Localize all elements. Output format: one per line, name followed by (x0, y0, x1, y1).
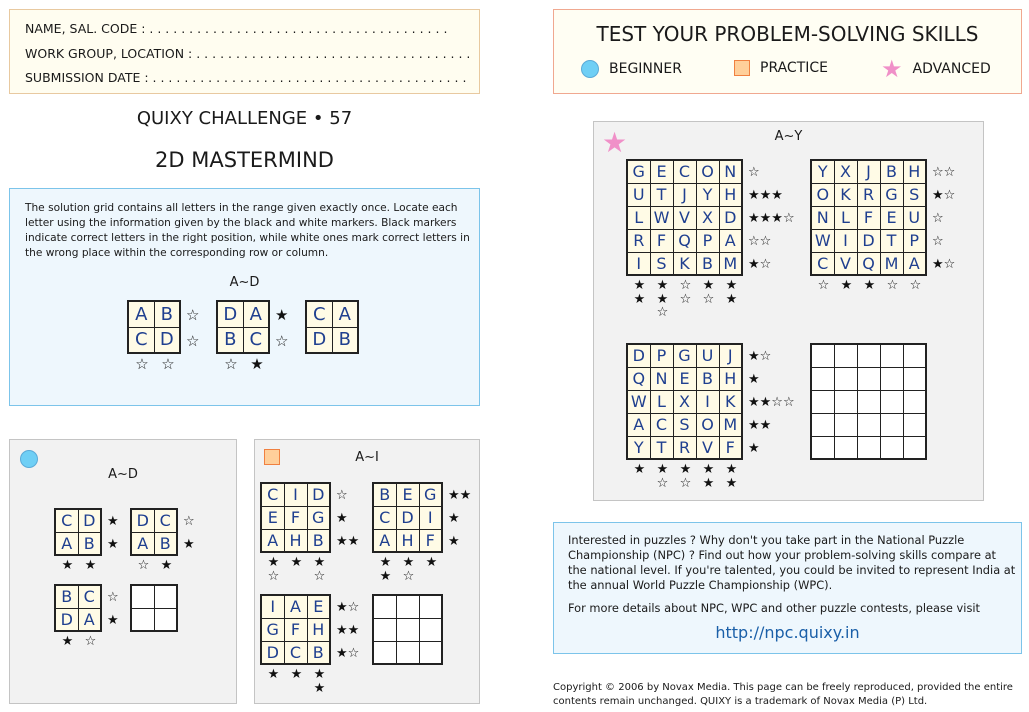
grid-cell[interactable] (373, 595, 396, 618)
row-markers: ☆ (748, 164, 760, 180)
grid-cell: I (261, 595, 284, 618)
column-markers: ★★ (633, 278, 646, 307)
grid-cell[interactable] (834, 367, 857, 390)
grid-cell[interactable] (834, 436, 857, 459)
example-clue-grid (127, 300, 200, 373)
column-markers: ★ (863, 278, 876, 293)
row-markers: ★★☆☆ (748, 394, 795, 410)
grid-cell[interactable] (373, 641, 396, 664)
column-markers: ☆ (161, 355, 175, 373)
grid-cell: B (307, 641, 330, 664)
grid-cell: I (284, 483, 307, 506)
practice-clue-grid (260, 482, 360, 584)
grid-cell[interactable] (857, 436, 880, 459)
row-markers: ★ (336, 510, 348, 526)
column-markers: ☆ (137, 558, 150, 573)
column-markers: ★☆ (702, 278, 715, 307)
grid-cell: C (243, 327, 269, 353)
grid-cell: D (55, 608, 78, 631)
grid-cell: D (627, 344, 650, 367)
grid-cell[interactable] (903, 344, 926, 367)
grid-cell: V (673, 206, 696, 229)
beginner-panel (9, 439, 237, 704)
row-markers: ☆ (932, 210, 944, 226)
row-markers: ☆ (186, 332, 200, 350)
grid-cell: B (373, 483, 396, 506)
grid-cell: A (128, 301, 154, 327)
column-markers: ★★ (313, 667, 326, 696)
instructions-box (9, 188, 480, 406)
grid-cell[interactable] (419, 618, 442, 641)
beginner-circle-icon (581, 60, 599, 78)
grid-cell: E (396, 483, 419, 506)
practice-square-icon (734, 60, 750, 76)
practice-range: A~I (355, 450, 379, 465)
grid-cell: Q (627, 367, 650, 390)
grid-cell: A (332, 301, 358, 327)
example-range: A~D (229, 275, 260, 290)
grid-cell: M (880, 252, 903, 275)
grid-cell[interactable] (880, 436, 903, 459)
grid-cell[interactable] (880, 413, 903, 436)
grid-cell: D (131, 509, 154, 532)
grid-cell: G (627, 160, 650, 183)
grid-cell: U (903, 206, 926, 229)
advanced-clue-grid (626, 159, 795, 321)
grid-cell: U (696, 344, 719, 367)
grid-cell: V (696, 436, 719, 459)
grid-cell: B (154, 301, 180, 327)
column-markers: ★ (61, 634, 74, 649)
row-markers: ★★ (448, 487, 472, 503)
advanced-clue-grid (626, 343, 795, 491)
grid-cell: F (284, 618, 307, 641)
grid-cell: A (243, 301, 269, 327)
grid-cell: A (78, 608, 101, 631)
grid-cell: C (811, 252, 834, 275)
column-markers: ☆ (817, 278, 830, 293)
grid-cell[interactable] (811, 367, 834, 390)
grid-cell: N (719, 160, 742, 183)
grid-cell: W (650, 206, 673, 229)
copyright: Copyright © 2006 by Novax Media. This page can be freely reproduced, provided the entire contents remain unchanged. QUIXY is a trademark of Novax Media (P) Ltd. (553, 682, 1013, 707)
grid-cell[interactable] (396, 641, 419, 664)
beginner-range: A~D (108, 467, 138, 482)
grid-cell: E (261, 506, 284, 529)
grid-cell: D (217, 301, 243, 327)
grid-cell: I (627, 252, 650, 275)
column-markers: ★ (840, 278, 853, 293)
column-markers: ★ (160, 558, 173, 573)
row-markers: ★ (748, 440, 760, 456)
grid-cell[interactable] (131, 608, 154, 631)
row-markers: ★ (448, 510, 460, 526)
grid-cell: W (811, 229, 834, 252)
grid-cell[interactable] (834, 344, 857, 367)
grid-cell: A (55, 532, 78, 555)
grid-cell: C (306, 301, 332, 327)
grid-cell: M (719, 252, 742, 275)
grid-cell: Y (811, 160, 834, 183)
advanced-star-icon: ★ (602, 126, 628, 159)
grid-cell: P (650, 344, 673, 367)
row-markers: ★ (275, 306, 289, 324)
grid-cell: I (834, 229, 857, 252)
grid-cell: E (673, 367, 696, 390)
grid-cell: Q (857, 252, 880, 275)
grid-cell[interactable] (903, 436, 926, 459)
grid-cell: A (261, 529, 284, 552)
column-markers: ★☆ (679, 462, 692, 491)
grid-cell: O (811, 183, 834, 206)
grid-cell: J (857, 160, 880, 183)
row-markers: ★★★☆ (748, 210, 795, 226)
grid-cell: A (284, 595, 307, 618)
grid-cell: C (650, 413, 673, 436)
grid-cell: V (834, 252, 857, 275)
column-markers: ★☆ (656, 462, 669, 491)
example-clue-grid (305, 300, 359, 354)
beginner-answer-grid[interactable] (130, 584, 178, 632)
row-markers: ☆ (275, 332, 289, 350)
row-markers: ★ (107, 612, 119, 628)
grid-cell[interactable] (373, 618, 396, 641)
grid-cell: M (719, 413, 742, 436)
legend-label: PRACTICE (760, 60, 829, 76)
grid-cell: A (373, 529, 396, 552)
grid-cell[interactable] (154, 608, 177, 631)
grid-cell: I (696, 390, 719, 413)
grid-cell[interactable] (419, 641, 442, 664)
row-markers: ★★★ (748, 187, 783, 203)
grid-cell: Y (627, 436, 650, 459)
challenge-number: QUIXY CHALLENGE • 57 (136, 108, 353, 129)
grid-cell: C (284, 641, 307, 664)
column-markers: ★☆ (402, 555, 415, 584)
column-markers: ★☆ (313, 555, 326, 584)
row-markers: ★☆ (932, 187, 956, 203)
grid-cell[interactable] (811, 436, 834, 459)
grid-cell[interactable] (903, 367, 926, 390)
grid-cell: E (650, 160, 673, 183)
column-markers: ☆☆ (679, 278, 692, 307)
grid-cell: P (696, 229, 719, 252)
grid-cell: D (396, 506, 419, 529)
grid-cell: R (627, 229, 650, 252)
practice-clue-grid (260, 594, 360, 696)
grid-cell: X (834, 160, 857, 183)
grid-cell: H (396, 529, 419, 552)
grid-cell[interactable] (857, 367, 880, 390)
legend-advanced (881, 55, 991, 83)
grid-cell: G (880, 183, 903, 206)
grid-cell: T (650, 183, 673, 206)
grid-cell: C (78, 585, 101, 608)
column-markers: ☆ (224, 355, 238, 373)
grid-cell[interactable] (880, 390, 903, 413)
grid-cell: S (903, 183, 926, 206)
grid-cell: H (719, 183, 742, 206)
column-markers: ★ (425, 555, 438, 570)
grid-cell: C (261, 483, 284, 506)
grid-cell: N (811, 206, 834, 229)
grid-cell: A (903, 252, 926, 275)
grid-cell: B (217, 327, 243, 353)
grid-cell: C (373, 506, 396, 529)
grid-cell: X (673, 390, 696, 413)
advanced-clue-grid (810, 159, 956, 293)
practice-clue-grid (372, 482, 472, 584)
grid-cell: E (307, 595, 330, 618)
grid-cell: A (131, 532, 154, 555)
grid-cell: F (419, 529, 442, 552)
row-markers: ★☆ (748, 348, 772, 364)
grid-cell[interactable] (880, 367, 903, 390)
grid-cell[interactable] (857, 344, 880, 367)
npc-info-text: Interested in puzzles ? Why don't you take part in the National Puzzle Championship (NPC) ? Find out how your problem-solving skills compare at the national level. If you're talented, you could be invited to represent India at the annual World Puzzle Championship (WPC). (568, 533, 1016, 592)
grid-cell: C (128, 327, 154, 353)
row-markers: ★☆ (748, 256, 772, 272)
submission-date-field[interactable]: SUBMISSION DATE : . . . . . . . . . . . . . . . . . . . . . . . . . . . . . . . . . . . . . . . . (25, 70, 467, 85)
row-markers: ★☆ (932, 256, 956, 272)
column-markers: ★★ (725, 462, 738, 491)
grid-cell: C (673, 160, 696, 183)
row-markers: ☆ (183, 513, 195, 529)
beginner-clue-grid (54, 584, 119, 649)
grid-cell[interactable] (419, 595, 442, 618)
row-markers: ☆ (186, 306, 200, 324)
grid-cell[interactable] (811, 390, 834, 413)
grid-cell[interactable] (811, 413, 834, 436)
grid-cell: G (307, 506, 330, 529)
grid-cell[interactable] (396, 595, 419, 618)
column-markers: ★ (250, 355, 264, 373)
work-group-field[interactable]: WORK GROUP, LOCATION : . . . . . . . . . . . . . . . . . . . . . . . . . . . . . . . . . . . (25, 45, 471, 61)
grid-cell: J (719, 344, 742, 367)
grid-cell[interactable] (154, 585, 177, 608)
grid-cell[interactable] (131, 585, 154, 608)
example-clue-grid (216, 300, 289, 373)
skills-header (553, 9, 1022, 94)
practice-answer-grid[interactable] (372, 594, 443, 665)
column-markers: ★☆ (267, 555, 280, 584)
advanced-range: A~Y (774, 129, 803, 144)
grid-cell: B (55, 585, 78, 608)
grid-cell: H (719, 367, 742, 390)
column-markers: ☆ (886, 278, 899, 293)
npc-info-box (553, 522, 1022, 654)
grid-cell: F (650, 229, 673, 252)
grid-cell: D (857, 229, 880, 252)
beginner-circle-icon (20, 450, 38, 468)
column-markers: ☆ (909, 278, 922, 293)
grid-cell: S (650, 252, 673, 275)
row-markers: ★☆ (336, 599, 360, 615)
grid-cell: G (261, 618, 284, 641)
legend-practice (734, 60, 828, 76)
beginner-clue-grid (54, 508, 119, 573)
grid-cell: T (880, 229, 903, 252)
grid-cell[interactable] (396, 618, 419, 641)
row-markers: ☆☆ (748, 233, 772, 249)
legend-label: ADVANCED (912, 61, 991, 77)
grid-cell[interactable] (834, 390, 857, 413)
npc-details-text: For more details about NPC, WPC and other puzzle contests, please visit (568, 601, 981, 615)
grid-cell: O (696, 413, 719, 436)
grid-cell: D (306, 327, 332, 353)
column-markers: ☆ (84, 634, 97, 649)
grid-cell: A (719, 229, 742, 252)
grid-cell: J (673, 183, 696, 206)
name-field[interactable]: NAME, SAL. CODE : . . . . . . . . . . . . . . . . . . . . . . . . . . . . . . . . . . . . . . (25, 21, 448, 36)
row-markers: ★ (448, 533, 460, 549)
row-markers: ★ (183, 536, 195, 552)
beginner-clue-grid (130, 508, 195, 573)
grid-cell: D (78, 509, 101, 532)
grid-cell: K (673, 252, 696, 275)
grid-cell: K (834, 183, 857, 206)
row-markers: ☆☆ (932, 164, 956, 180)
npc-link[interactable]: http://npc.quixy.in (715, 623, 860, 642)
grid-cell: B (696, 252, 719, 275)
column-markers: ★ (61, 558, 74, 573)
grid-cell: H (307, 618, 330, 641)
column-markers: ★ (267, 667, 280, 682)
row-markers: ★★ (748, 417, 772, 433)
grid-cell: W (627, 390, 650, 413)
column-markers: ★ (290, 667, 303, 682)
grid-cell: E (880, 206, 903, 229)
page-title: 2D MASTERMIND (155, 148, 334, 172)
instructions-text: The solution grid contains all letters in the range given exactly once. Locate each letter using the information given by the black and white markers. Black markers indicate correct letters in the right position, while white ones mark correct letters in the wrong place within the corresponding row or column. (25, 202, 470, 259)
row-markers: ★ (748, 371, 760, 387)
advanced-answer-grid[interactable] (810, 343, 927, 460)
grid-cell: Y (696, 183, 719, 206)
row-markers: ★ (107, 513, 119, 529)
grid-cell: R (673, 436, 696, 459)
grid-cell: N (650, 367, 673, 390)
legend-label: BEGINNER (609, 61, 682, 77)
grid-cell: F (857, 206, 880, 229)
grid-cell[interactable] (834, 413, 857, 436)
column-markers: ★★ (725, 278, 738, 307)
column-markers: ★★ (702, 462, 715, 491)
grid-cell: U (627, 183, 650, 206)
grid-cell[interactable] (811, 344, 834, 367)
column-markers: ☆ (135, 355, 149, 373)
grid-cell: B (332, 327, 358, 353)
advanced-star-icon: ★ (881, 55, 903, 83)
row-markers: ★★ (336, 622, 360, 638)
grid-cell: L (834, 206, 857, 229)
grid-cell: H (284, 529, 307, 552)
grid-cell: I (419, 506, 442, 529)
column-markers: ★★ (379, 555, 392, 584)
grid-cell[interactable] (857, 390, 880, 413)
grid-cell: K (719, 390, 742, 413)
column-markers: ★ (633, 462, 646, 477)
grid-cell: C (55, 509, 78, 532)
grid-cell: G (419, 483, 442, 506)
row-markers: ☆ (107, 589, 119, 605)
grid-cell: X (696, 206, 719, 229)
column-markers: ★★☆ (656, 278, 669, 321)
submission-form (9, 9, 480, 94)
grid-cell: B (696, 367, 719, 390)
grid-cell: F (719, 436, 742, 459)
grid-cell: R (857, 183, 880, 206)
grid-cell: D (719, 206, 742, 229)
grid-cell: D (261, 641, 284, 664)
row-markers: ★★ (336, 533, 360, 549)
grid-cell: B (880, 160, 903, 183)
row-markers: ★ (107, 536, 119, 552)
column-markers: ★ (290, 555, 303, 570)
grid-cell: H (903, 160, 926, 183)
grid-cell[interactable] (903, 390, 926, 413)
grid-cell: C (154, 509, 177, 532)
grid-cell: A (627, 413, 650, 436)
column-markers: ★ (84, 558, 97, 573)
grid-cell: F (284, 506, 307, 529)
legend-beginner (581, 60, 682, 78)
row-markers: ☆ (336, 487, 348, 503)
grid-cell: G (673, 344, 696, 367)
grid-cell[interactable] (857, 413, 880, 436)
grid-cell: D (307, 483, 330, 506)
row-markers: ★☆ (336, 645, 360, 661)
grid-cell: B (78, 532, 101, 555)
grid-cell: D (154, 327, 180, 353)
grid-cell: S (673, 413, 696, 436)
grid-cell[interactable] (880, 344, 903, 367)
grid-cell: Q (673, 229, 696, 252)
grid-cell[interactable] (903, 413, 926, 436)
grid-cell: B (154, 532, 177, 555)
grid-cell: P (903, 229, 926, 252)
row-markers: ☆ (932, 233, 944, 249)
grid-cell: L (627, 206, 650, 229)
skills-title: TEST YOUR PROBLEM-SOLVING SKILLS (596, 22, 979, 46)
grid-cell: B (307, 529, 330, 552)
grid-cell: T (650, 436, 673, 459)
grid-cell: O (696, 160, 719, 183)
grid-cell: L (650, 390, 673, 413)
